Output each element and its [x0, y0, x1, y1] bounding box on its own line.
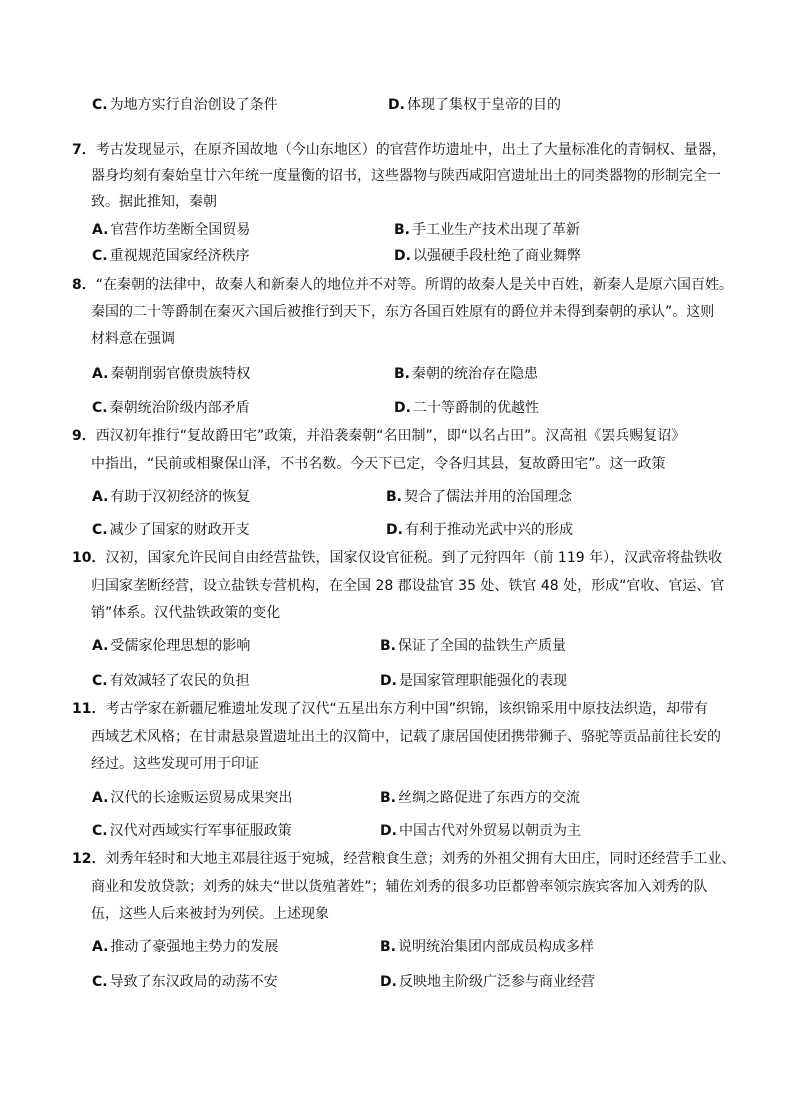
q8-option-b[interactable]	[394, 365, 538, 383]
option-label: A.	[92, 638, 109, 654]
option-label: D.	[380, 823, 397, 839]
q10-option-a[interactable]	[92, 637, 250, 655]
q12-option-a[interactable]	[92, 938, 278, 956]
option-text: 保证了全国的盐铁生产质量	[398, 638, 566, 654]
option-label: C.	[92, 522, 108, 538]
option-text: 契合了儒法并用的治国理念	[404, 489, 572, 505]
option-label: D.	[380, 974, 397, 990]
q7-option-a[interactable]	[92, 221, 250, 239]
q6-option-d[interactable]	[388, 96, 561, 114]
option-text: 为地方实行自治创设了条件	[109, 97, 278, 113]
option-label: D.	[386, 522, 403, 538]
option-text: 汉代的长途贩运贸易成果突出	[110, 790, 293, 806]
q11-option-a[interactable]	[92, 789, 292, 807]
option-label: C.	[92, 400, 108, 416]
q8-option-d[interactable]	[394, 399, 539, 417]
q10-stem-line-1: 10．汉初，国家允许民间自由经营盐铁，国家仅设官征税。到了元狩四年（前 119 年），汉武帝将盐铁收	[72, 550, 723, 566]
q10-option-b[interactable]	[380, 637, 566, 655]
option-text: 二十等爵制的优越性	[412, 400, 539, 416]
q6-option-c[interactable]	[92, 96, 278, 114]
option-label: C.	[92, 673, 108, 689]
q12-option-d[interactable]	[380, 973, 595, 991]
option-label: B.	[380, 939, 396, 955]
q12-option-b[interactable]	[380, 938, 594, 956]
q7-option-c[interactable]	[92, 247, 250, 265]
option-text: 秦朝统治阶级内部矛盾	[109, 400, 250, 416]
option-text: 有助于汉初经济的恢复	[110, 489, 251, 505]
q12-stem-line-3: 伍，这些人后来被封为列侯。上述现象	[91, 906, 329, 922]
option-text: 汉代对西域实行军事征服政策	[109, 823, 292, 839]
option-label: B.	[394, 222, 410, 238]
q11-stem-line-2: 西域艺术风格；在甘肃悬泉置遗址出土的汉简中，记载了康居国使团携带狮子、骆驼等贡品前往长安的	[91, 729, 721, 745]
question-number: 7．	[72, 142, 96, 158]
q9-option-a[interactable]	[92, 488, 250, 506]
question-number: 9．	[72, 428, 96, 444]
option-text: 重视规范国家经济秩序	[109, 248, 250, 264]
option-label: A.	[92, 366, 109, 382]
question-number: 8．	[72, 277, 96, 293]
question-number: 10．	[72, 550, 106, 566]
option-text: 丝绸之路促进了东西方的交流	[398, 790, 580, 806]
q10-stem-line-3: 销”体系。汉代盐铁政策的变化	[91, 605, 281, 621]
option-text: 受儒家伦理思想的影响	[110, 638, 251, 654]
q10-stem-line-2: 归国家垄断经营，设立盐铁专营机构，在全国 28 郡设盐官 35 处、铁官 48 处，形成“官收、官运、官	[91, 578, 725, 594]
question-number: 12．	[72, 851, 106, 867]
q10-option-d[interactable]	[380, 672, 567, 690]
option-label: A.	[92, 222, 109, 238]
option-text: 秦朝削弱官僚贵族特权	[110, 366, 251, 382]
option-text: 手工业生产技术出现了革新	[412, 222, 580, 238]
option-text: 以强硬手段杜绝了商业舞弊	[412, 248, 581, 264]
q12-option-c[interactable]	[92, 973, 278, 991]
q9-stem-line-1: 9．西汉初年推行“复故爵田宅”政策，并沿袭秦朝“名田制”，即“以名占田”。汉高祖《罢兵赐复诏》	[72, 428, 686, 444]
q11-stem-line-1: 11．考古学家在新疆尼雅遗址发现了汉代“五星出东方利中国”织锦，该织锦采用中原技法织造，却带有	[72, 701, 708, 717]
option-text: 导致了东汉政局的动荡不安	[109, 974, 278, 990]
option-text: 体现了集权于皇帝的目的	[406, 97, 561, 113]
option-text: 有利于推动光武中兴的形成	[404, 522, 573, 538]
option-label: A.	[92, 790, 109, 806]
q9-option-d[interactable]	[386, 521, 573, 539]
option-label: A.	[92, 489, 109, 505]
q7-option-d[interactable]	[394, 247, 581, 265]
option-label: D.	[394, 400, 411, 416]
q12-stem-line-1: 12．刘秀年轻时和大地主邓晨往返于宛城，经营粮食生意；刘秀的外祖父拥有大田庄，同时还经营手工业、	[72, 851, 736, 867]
q8-option-c[interactable]	[92, 399, 250, 417]
option-label: C.	[92, 974, 108, 990]
q9-stem-line-2: 中指出，“民前或相聚保山泽，不书名数。今天下已定，令各归其县，复故爵田宅”。这一政策	[91, 456, 666, 472]
option-text: 是国家管理职能强化的表现	[398, 673, 567, 689]
option-text: 有效减轻了农民的负担	[109, 673, 250, 689]
option-text: 反映地主阶级广泛参与商业经营	[398, 974, 595, 990]
q7-stem-line-1: 7．考古发现显示，在原齐国故地（今山东地区）的官营作坊遗址中，出土了大量标准化的青铜权、量器，	[72, 142, 726, 158]
q10-option-c[interactable]	[92, 672, 250, 690]
option-label: D.	[388, 97, 405, 113]
option-label: C.	[92, 248, 108, 264]
option-label: B.	[386, 489, 402, 505]
option-label: A.	[92, 939, 109, 955]
option-label: B.	[380, 638, 396, 654]
q8-option-a[interactable]	[92, 365, 250, 383]
q11-option-d[interactable]	[380, 822, 581, 840]
q8-stem-line-1: 8．“在秦朝的法律中，故秦人和新秦人的地位并不对等。所谓的故秦人是关中百姓，新秦人是原六国百姓。	[72, 277, 734, 293]
q7-stem-line-2: 器身均刻有秦始皇廿六年统一度量衡的诏书，这些器物与陕西咸阳宫遗址出土的同类器物的形制完全一	[91, 168, 721, 184]
option-text: 官营作坊垄断全国贸易	[110, 222, 251, 238]
q11-stem-line-3: 经过。这些发现可用于印证	[91, 756, 259, 772]
q8-stem-line-2: 秦国的二十等爵制在秦灭六国后被推行到天下，东方各国百姓原有的爵位并未得到秦朝的承认”。这则	[91, 304, 715, 320]
option-text: 说明统治集团内部成员构成多样	[398, 939, 594, 955]
question-number: 11．	[72, 701, 106, 717]
option-label: B.	[394, 366, 410, 382]
option-text: 秦朝的统治存在隐患	[412, 366, 538, 382]
option-label: B.	[380, 790, 396, 806]
option-text: 减少了国家的财政开支	[109, 522, 250, 538]
option-label: D.	[380, 673, 397, 689]
option-label: C.	[92, 97, 108, 113]
q7-stem-line-3: 致。据此推知，秦朝	[91, 194, 217, 210]
q9-option-c[interactable]	[92, 521, 250, 539]
option-label: C.	[92, 823, 108, 839]
q12-stem-line-2: 商业和发放贷款；刘秀的妹夫“世以货殖著姓”；辅佐刘秀的很多功臣都曾率领宗族宾客加入刘秀的队	[91, 879, 708, 895]
q8-stem-line-3: 材料意在强调	[91, 331, 175, 347]
option-text: 中国古代对外贸易以朝贡为主	[398, 823, 581, 839]
q11-option-c[interactable]	[92, 822, 292, 840]
q9-option-b[interactable]	[386, 488, 572, 506]
option-text: 推动了豪强地主势力的发展	[110, 939, 279, 955]
q7-option-b[interactable]	[394, 221, 580, 239]
option-label: D.	[394, 248, 411, 264]
q11-option-b[interactable]	[380, 789, 580, 807]
